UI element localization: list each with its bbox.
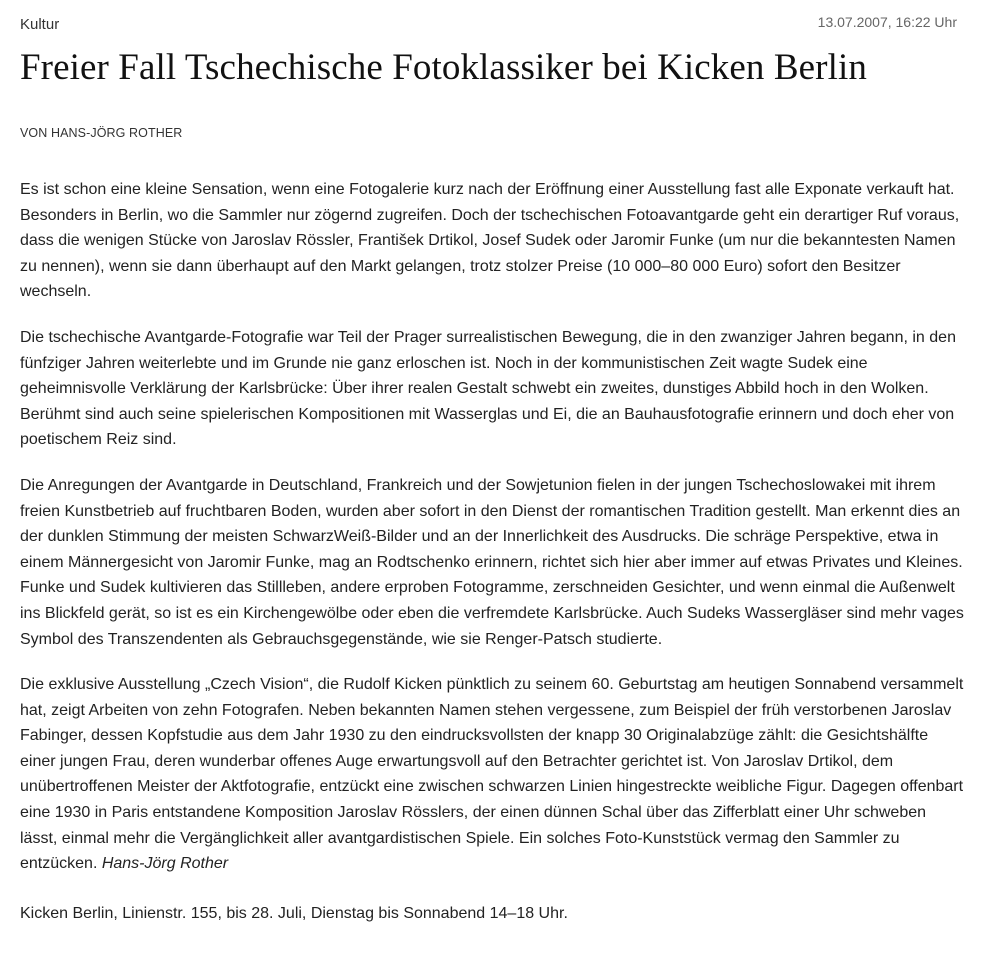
section-label: Kultur [20, 16, 60, 33]
article-meta [20, 0, 965, 40]
paragraph [20, 672, 965, 877]
paragraph: Die Anregungen der Avantgarde in Deutschland, Frankreich und der Sowjetunion fielen in der jungen Tschechoslowakei mit ihrem freien Kunstbetrieb auf fruchtbaren Boden, wurden aber sofort in den Dienst der romantischen Tradition gestellt. Man erkennt dies an der dunklen Stimmung der meisten SchwarzWeiß-Bilder und an der Innerlichkeit des Ausdrucks. Die schräge Perspektive, etwa in einem Männergesicht von Jaromir Funke, mag an Rodtschenko erinnern, richtet sich hier aber immer auf etwas Privates und Kleines. Funke und Sudek kultivieren das Stillleben, andere erproben Fotogramme, zerschneiden Gesichter, und wenn einmal die Außenwelt ins Blickfeld gerät, so ist es ein Kirchengewölbe oder eben die verfremdete Karlsbrücke. Auch Sudeks Wassergläser sind mehr vages Symbol des Transzendenten als Gebrauchsgegenstände, wie sie Renger-Patsch studierte. [20, 476, 964, 648]
byline: VON HANS-JÖRG ROTHER [20, 126, 183, 140]
paragraph: Es ist schon eine kleine Sensation, wenn eine Fotogalerie kurz nach der Eröffnung einer Ausstellung fast alle Exponate verkauft hat. Besonders in Berlin, wo die Sammler nur zögernd zugreifen. Doch der tschechischen Fotoavantgarde geht ein derartiger Ruf voraus, dass die wenigen Stücke von Jaroslav Rössler, František Drtikol, Josef Sudek oder Jaromir Funke (um nur die bekanntesten Namen zu nennen), wenn sie dann überhaupt auf den Markt gelangen, trotz stolzer Preise (10 000–80 000 Euro) sofort den Besitzer wechseln. [20, 181, 960, 301]
article [20, 0, 965, 946]
author-signature: Hans-Jörg Rother [101, 855, 229, 873]
publish-date: 13.07.2007, 16:22 Uhr [817, 14, 957, 30]
paragraph: Die tschechische Avantgarde-Fotografie war Teil der Prager surrealistischen Bewegung, die in den zwanziger Jahren begann, in den fünfziger Jahren weiterlebte und im Grunde nie ganz erloschen ist. Noch in der kommunistischen Zeit wagte Sudek eine geheimnisvolle Verklärung der Karlsbrücke: Über ihrer realen Gestalt schwebt ein zweites, dunstiges Abbild hoch in den Wolken. Berühmt sind auch seine spielerischen Kompositionen mit Wasserglas und Ei, die an Bauhausfotografie erinnern und doch eher von poetischem Reiz sind. [20, 328, 956, 449]
exhibition-info: Kicken Berlin, Linienstr. 155, bis 28. Juli, Dienstag bis Sonnabend 14–18 Uhr. [20, 904, 568, 922]
paragraph-text: Die exklusive Ausstellung „Czech Vision“, die Rudolf Kicken pünktlich zu seinem 60. Geburtstag am heutigen Sonnabend versammelt hat, zeigt Arbeiten von zehn Fotografen. Neben bekannten Namen stehen vergessene, zum Beispiel der früh verstorbenen Jaroslav Fabinger, dessen Kopfstudie aus dem Jahr 1930 zu den eindrucksvollsten der knapp 30 Originalabzüge zählt: die Gesichtshälfte einer jungen Frau, deren wunderbar offenes Auge erwartungsvoll auf den Betrachter gerichtet ist. Von Jaroslav Drtikol, dem unübertroffenen Meister der Aktfotografie, entzückt eine zwischen schwarzen Linien hingestreckte weibliche Figur. Dagegen offenbart eine 1930 in Paris entstandene Komposition Jaroslav Rösslers, der einen dünnen Schal über das Zifferblatt einer Uhr schweben lässt, einmal mehr die Vergänglichkeit aller avantgardistischen Spiele. Ein solches Foto-Kunststück vermag den Sammler zu entzücken. [20, 676, 964, 873]
article-body [20, 177, 965, 926]
article-title: Freier Fall Tschechische Fotoklassiker bei Kicken Berlin [20, 47, 867, 88]
